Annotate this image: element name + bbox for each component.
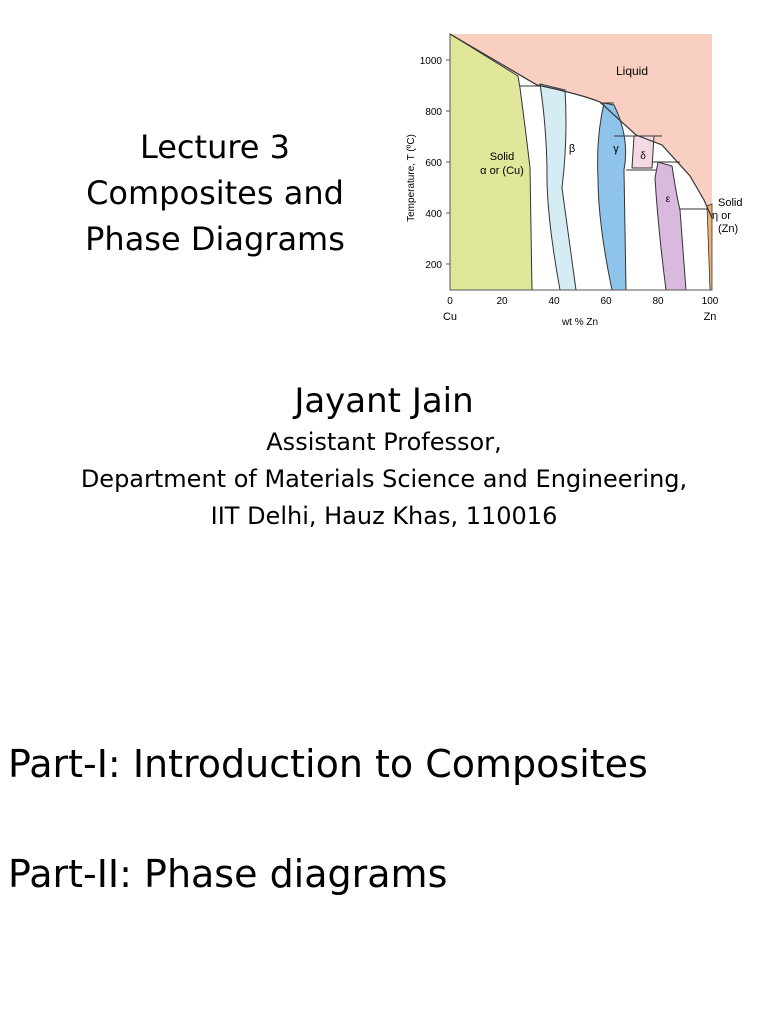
x-tick-label: 20: [496, 296, 508, 307]
author-position: Assistant Professor,: [266, 428, 502, 456]
x-tick-label: 0: [447, 296, 453, 307]
y-tick-label: 400: [425, 209, 442, 220]
cu-zn-phase-diagram: [400, 28, 760, 338]
label-eta: η or: [712, 210, 731, 222]
y-tick-label: 600: [425, 158, 442, 169]
label-solid-alpha: Solid: [489, 151, 515, 163]
x-tick-label: 60: [600, 296, 612, 307]
y-tick-label: 200: [425, 260, 442, 271]
y-tick-label: 1000: [419, 56, 442, 67]
author-name: Jayant Jain: [294, 381, 474, 421]
author-department: Department of Materials Science and Engineering,: [80, 465, 688, 493]
x-tick-label: 80: [652, 296, 664, 307]
y-axis-label: Temperature, T (ºC): [406, 134, 417, 222]
x-tick-label: 100: [701, 296, 719, 307]
lecture-title: [30, 124, 400, 262]
label-alpha: α or (Cu): [480, 165, 524, 177]
x-axis-label: wt % Zn: [561, 317, 599, 328]
label-solid-eta: Solid: [718, 197, 743, 209]
label-liquid: Liquid: [615, 64, 649, 78]
label-gamma: γ: [613, 143, 619, 155]
x-tick-labels: [447, 296, 719, 307]
y-tick-labels: [420, 56, 450, 271]
x-end-label-cu: Cu: [442, 311, 458, 323]
title-line-2: Composites and: [86, 174, 344, 212]
author-info: [0, 378, 768, 535]
y-tick-label: 800: [425, 107, 442, 118]
part-1-heading: Part-I: Introduction to Composites: [8, 742, 648, 786]
label-epsilon: ε: [665, 194, 671, 205]
x-end-label-zn: Zn: [703, 311, 717, 323]
title-line-3: Phase Diagrams: [85, 220, 345, 258]
author-address: IIT Delhi, Hauz Khas, 110016: [210, 502, 558, 530]
label-delta: δ: [640, 151, 646, 162]
title-line-1: Lecture 3: [139, 128, 291, 166]
x-tick-label: 40: [548, 296, 560, 307]
label-beta: β: [568, 143, 576, 155]
part-2-heading: Part-II: Phase diagrams: [8, 852, 448, 896]
label-zn: (Zn): [718, 223, 739, 235]
phase-diagram-svg: [400, 28, 760, 338]
